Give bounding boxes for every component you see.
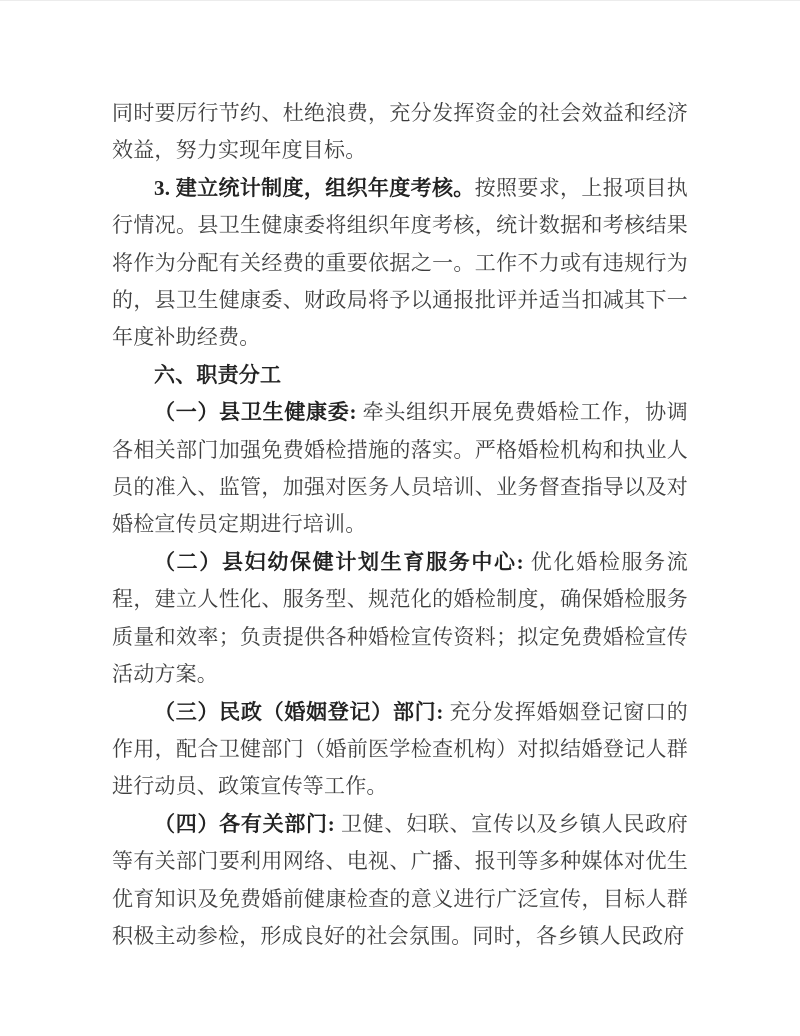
text-run: 牵头组织开展免费婚检工作，协调各相关部门加强免费婚检措施的落实。严格婚检机构和执业人员的准入、监管，加强对医务人员培训、业务督查指导以及对婚检宣传员定期进行培训。 xyxy=(112,400,688,537)
text-run: 卫健、妇联、宣传以及乡镇人民政府等有关部门要利用网络、电视、广播、报刊等多种媒体对优生优育知识及免费婚前健康检查的意义进行广泛宣传，目标人群积极主动参检，形成良好的社会氛围。同时，各乡镇人民政府 xyxy=(112,811,688,948)
bold-lead-text: 3. 建立统计制度，组织年度考核。 xyxy=(154,175,475,200)
text-run: 充分发挥婚姻登记窗口的作用，配合卫健部门（婚前医学检查机构）对拟结婚登记人群进行动员、政策宣传等工作。 xyxy=(112,699,688,799)
paragraph-duty-2 xyxy=(112,544,688,694)
bold-lead-text: （一）县卫生健康委: xyxy=(154,400,357,425)
section-heading-text: 六、职责分工 xyxy=(154,362,282,387)
text-run: 同时要厉行节约、杜绝浪费，充分发挥资金的社会效益和经济效益，努力实现年度目标。 xyxy=(112,101,688,163)
bold-lead-text: （二）县妇幼保健计划生育服务中心: xyxy=(154,549,524,574)
paragraph-duty-3 xyxy=(112,694,688,806)
paragraph-duty-1 xyxy=(112,394,688,544)
text-run: 按照要求，上报项目执行情况。县卫生健康委将组织年度考核，统计数据和考核结果将作为分配有关经费的重要依据之一。工作不力或有违规行为的，县卫生健康委、财政局将予以通报批评并适当扣减其下一年度补助经费。 xyxy=(112,175,689,350)
bold-lead-text: （四）各有关部门: xyxy=(154,811,335,836)
document-page xyxy=(0,1,800,1035)
paragraph-continuation xyxy=(112,95,688,170)
section-heading-six xyxy=(112,357,688,394)
paragraph-item-3 xyxy=(112,170,688,357)
paragraph-duty-4 xyxy=(112,806,688,956)
bold-lead-text: （三）民政（婚姻登记）部门: xyxy=(154,699,444,724)
text-run: 优化婚检服务流程，建立人性化、服务型、规范化的婚检制度，确保婚检服务质量和效率；负责提供各种婚检宣传资料；拟定免费婚检宣传活动方案。 xyxy=(112,549,688,687)
